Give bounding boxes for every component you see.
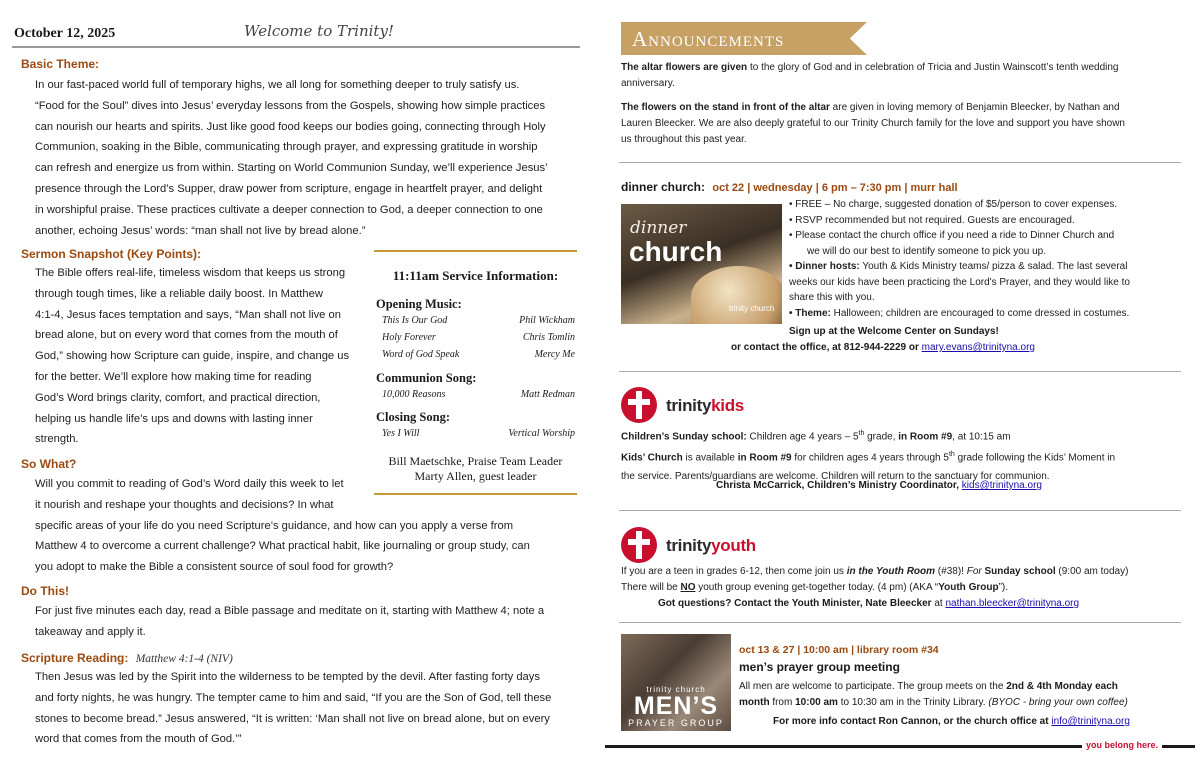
mens-email-link[interactable]: info@trinityna.org <box>1051 716 1130 727</box>
trinity-cross-icon <box>621 387 657 423</box>
do-this-heading: Do This! <box>21 584 69 598</box>
youth-contact: Got questions? Contact the Youth Minister, Nate Bleecker at nathan.bleecker@trinityna.org <box>658 598 1080 609</box>
mens-contact: For more info contact Ron Cannon, or the church office at info@trinityna.org <box>773 716 1130 727</box>
youth-email-link[interactable]: nathan.bleecker@trinityna.org <box>945 598 1080 609</box>
opening-music-label: Opening Music: <box>376 297 462 311</box>
church-image-word: church <box>629 236 723 267</box>
welcome-title: Welcome to Trinity! <box>244 22 394 40</box>
section-divider <box>619 162 1181 163</box>
scripture-body: Then Jesus was led by the Spirit into the wilderness to be tempted by the devil. After fasting forty days and forty nights, he was hungry. The tempter came to him and said, “If you are the Son of God, tell these stones to become bread.” Jesus answered, “It is written: ‘Man shall not live on bread alone, but on every word that comes from the mouth of God.’” <box>35 671 552 746</box>
mens-image-church-text: trinity church <box>646 685 706 694</box>
mens-info: All men are welcome to participate. The group meets on the 2nd & 4th Monday each month from 10:00 am to 10:30 am in the Trinity Library. (BYOC - bring your own coffee) <box>739 681 1128 708</box>
section-divider <box>619 510 1181 511</box>
kids-info: Children’s Sunday school: Children age 4 years – 5th grade, in Room #9, at 10:15 am Kids’ Church is available in Room #9 for children ages 4 years through 5th grade following the Kids’ Moment in the service. Parents/guardians are welcome. Children will return to the sanctuary for communion. <box>621 430 1116 482</box>
mens-image-title: MEN’S <box>633 692 719 720</box>
dinner-image-word: dinner <box>630 218 687 238</box>
scripture-reference: Matthew 4:1-4 (NIV) <box>135 653 233 665</box>
so-what-body: Will you commit to reading of God’s Word daily this week to let it nourish and reshape your thoughts and decisions? In what specific areas of your life do you need Scripture’s guidance, and how can you apply a verse from Matthew 4 to overcome a current challenge? What practical habit, like journaling or group study, can you adopt to make the Bible a consistent source of soul food for growth? <box>35 478 530 574</box>
song-row: Yes I Will Vertical Worship <box>382 428 575 439</box>
dinner-church-heading: dinner church: oct 22 | wednesday | 6 pm – 7:30 pm | murr hall <box>621 180 958 194</box>
stand-flowers-text: The flowers on the stand in front of the altar are given in loving memory of Benjamin Bleecker, by Nathan and Lauren Bleecker. We are also deeply grateful to our Trinity Church family for the love and support you have shown us throughout this past year. <box>621 102 1125 145</box>
dinner-email-link[interactable]: mary.evans@trinityna.org <box>921 342 1035 353</box>
kids-email-link[interactable]: kids@trinityna.org <box>961 480 1042 491</box>
kids-coordinator: Christa McCarrick, Children’s Ministry Coordinator, kids@trinityna.org <box>716 480 1042 491</box>
bulletin-date: October 12, 2025 <box>14 26 116 41</box>
mens-details: oct 13 & 27 | 10:00 am | library room #34 <box>739 644 939 656</box>
sermon-heading: Sermon Snapshot (Key Points): <box>21 247 202 261</box>
service-info-box <box>374 250 577 495</box>
header-divider <box>12 46 580 48</box>
section-divider <box>619 371 1181 372</box>
so-what-heading: So What? <box>21 457 77 471</box>
bread-graphic <box>691 266 782 324</box>
service-info-title: 11:11am Service Information: <box>392 268 559 283</box>
dinner-church-image <box>621 204 782 324</box>
mens-prayer-image <box>621 634 731 731</box>
trinity-kids-logo: trinitykids <box>666 396 744 415</box>
mens-image-group-text: PRAYER GROUP <box>628 718 724 728</box>
dinner-church-details: oct 22 | wednesday | 6 pm – 7:30 pm | murr hall <box>712 182 958 194</box>
song-row: Word of God Speak Mercy Me <box>382 349 575 360</box>
song-row: This Is Our God Phil Wickham <box>382 315 575 326</box>
section-divider <box>619 622 1181 623</box>
song-row: Holy Forever Chris Tomlin <box>382 332 575 343</box>
communion-song-label: Communion Song: <box>376 371 477 385</box>
basic-theme-body: In our fast-paced world full of temporary highs, we all long for something deeper to truly satisfy us. “Food for the Soul” dives into Jesus’ everyday lessons from the Gospels, showing how simple practices can nourish our hearts and spirits. Just like good food keeps our bodies going, connecting through Holy Communion, soaking in the Bible, communicating through prayer, and expressing gratitude in worship can refresh and energize us from within. Starting on World Communion Sunday, we’ll experience Jesus’ presence through the Lord’s Supper, draw power from scripture, engage in heartfelt prayer, and delight in worshipful praise. These practices cultivate a deeper connection to God, a deeper connection to one another, echoing Jesus’ words: “man shall not live by bread alone.” <box>35 79 548 237</box>
dinner-bullets: • FREE – No charge, suggested donation of $5/person to cover expenses. • RSVP recommended but not required. Guests are encouraged. • Please contact the church office if you need a ride to Dinner Church and we will do our best to identify someone to pick you up. • Dinner hosts: Youth & Kids Ministry teams/ pizza & salad. The last several weeks our kids have been practicing the Lord's Prayer, and they would like to share this with you. • Theme: Halloween; children are encouraged to come dressed in costumes. <box>789 199 1130 319</box>
youth-info: If you are a teen in grades 6-12, then come join us in the Youth Room (#38)! For Sunday school (9:00 am today) There will be NO youth group evening get-together today. (4 pm) (AKA “Youth Group”). <box>621 566 1129 593</box>
scripture-heading: Scripture Reading: Matthew 4:1-4 (NIV) <box>21 651 233 665</box>
trinity-youth-logo: trinityyouth <box>666 536 756 555</box>
footer-tagline: you belong here. <box>1082 740 1162 750</box>
service-leaders: Bill Maetschke, Praise Team Leader Marty Allen, guest leader <box>388 454 563 483</box>
dinner-signup-text: Sign up at the Welcome Center on Sundays! <box>789 326 999 337</box>
closing-song-label: Closing Song: <box>376 410 450 424</box>
sermon-body: The Bible offers real-life, timeless wisdom that keeps us strong through tough times, like a reliable daily boost. In Matthew 4:1-4, Jesus faces temptation and says, “Man shall not live on bread alone, but on every word that comes from the mouth of God,” showing how Scripture can guide, inspire, and change us for the better. We’ll explore how making time for reading God’s Word brings clarity, comfort, and practical direction, helping us handle life’s ups and downs with lasting inner strength. <box>35 267 350 446</box>
trinity-cross-icon <box>621 527 657 563</box>
mens-title: men’s prayer group meeting <box>739 660 900 674</box>
song-row: 10,000 Reasons Matt Redman <box>382 389 575 400</box>
announcements-title: Announcements <box>632 27 785 51</box>
altar-flowers-text: The altar flowers are given to the glory of God and in celebration of Tricia and Justin Wainscott’s tenth wedding anniversary. <box>621 62 1119 89</box>
do-this-body: For just five minutes each day, read a Bible passage and meditate on it, starting with Matthew 4; note a takeaway and apply it. <box>35 605 545 638</box>
basic-theme-heading: Basic Theme: <box>21 57 100 71</box>
image-logo-text: trinity church <box>729 304 775 313</box>
dinner-contact-text: or contact the office, at 812-944-2229 or mary.evans@trinityna.org <box>731 342 1035 353</box>
